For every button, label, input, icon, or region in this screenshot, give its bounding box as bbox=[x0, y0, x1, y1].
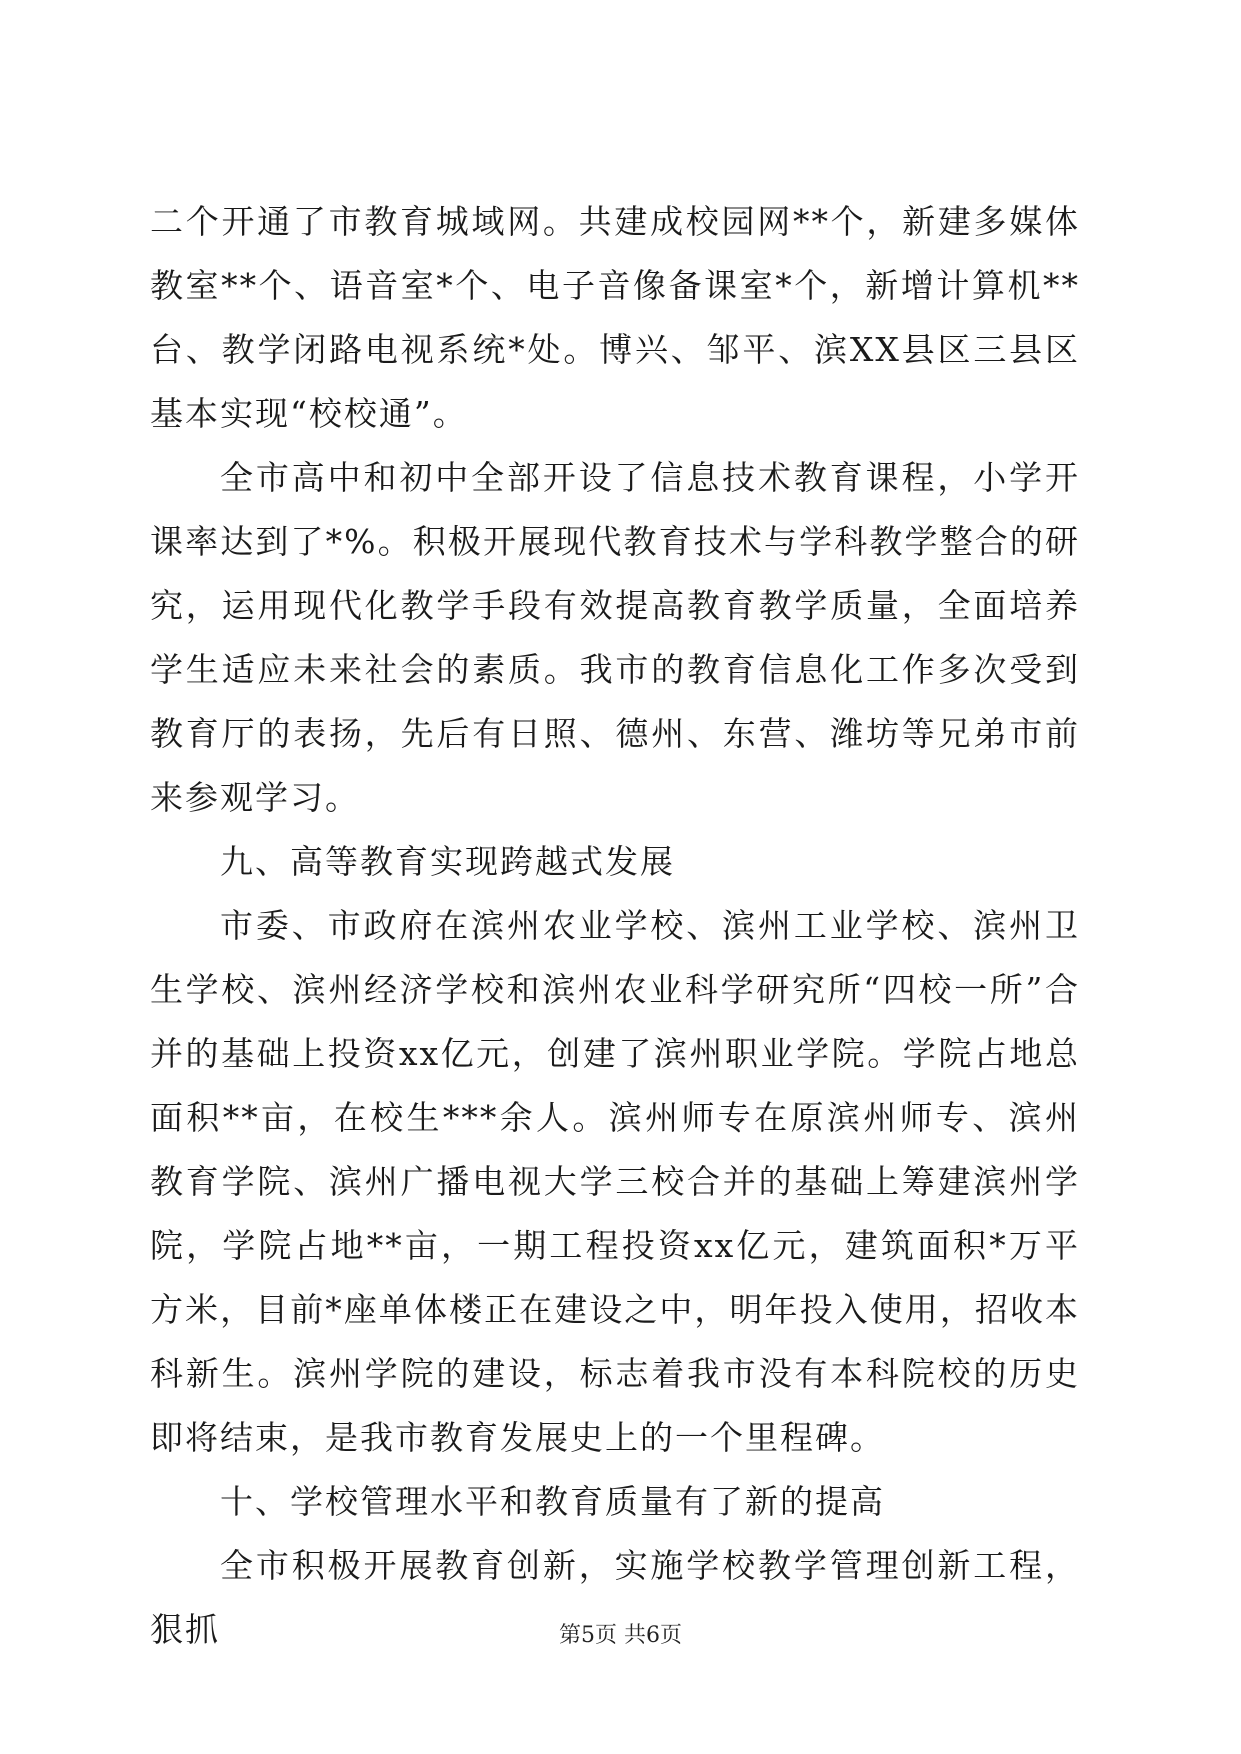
page-number-label: 第5页 共6页 bbox=[559, 1623, 682, 1648]
paragraph-3: 市委、市政府在滨州农业学校、滨州工业学校、滨州卫生学校、滨州经济学校和滨州农业科学研究所“四校一所”合并的基础上投资xx亿元，创建了滨州职业学院。学院占地总面积**亩，在校生***余人。滨州师专在原滨州师专、滨州教育学院、滨州广播电视大学三校合并的基础上筹建滨州学院，学院占地**亩，一期工程投资xx亿元，建筑面积*万平方米，目前*座单体楼正在建设之中，明年投入使用，招收本科新生。滨州学院的建设，标志着我市没有本科院校的历史即将结束，是我市教育发展史上的一个里程碑。 bbox=[150, 906, 1080, 1457]
page-footer bbox=[0, 1618, 1241, 1649]
paragraph-1: 二个开通了市教育城域网。共建成校园网**个，新建多媒体教室**个、语音室*个、电子音像备课室*个，新增计算机**台、教学闭路电视系统*处。博兴、邹平、滨XX县区三县区基本实现“校校通”。 bbox=[150, 202, 1080, 433]
paragraph-4: 全市积极开展教育创新，实施学校教学管理创新工程，狠抓 bbox=[150, 1546, 1080, 1649]
paragraph-2: 全市高中和初中全部开设了信息技术教育课程，小学开课率达到了*%。积极开展现代教育技术与学科教学整合的研究，运用现代化教学手段有效提高教育教学质量，全面培养学生适应未来社会的素质。我市的教育信息化工作多次受到教育厅的表扬，先后有日照、德州、东营、潍坊等兄弟市前来参观学习。 bbox=[150, 458, 1080, 817]
section-heading-9: 九、高等教育实现跨越式发展 bbox=[220, 842, 675, 881]
document-body bbox=[150, 190, 1080, 1662]
section-heading-10: 十、学校管理水平和教育质量有了新的提高 bbox=[220, 1482, 885, 1521]
